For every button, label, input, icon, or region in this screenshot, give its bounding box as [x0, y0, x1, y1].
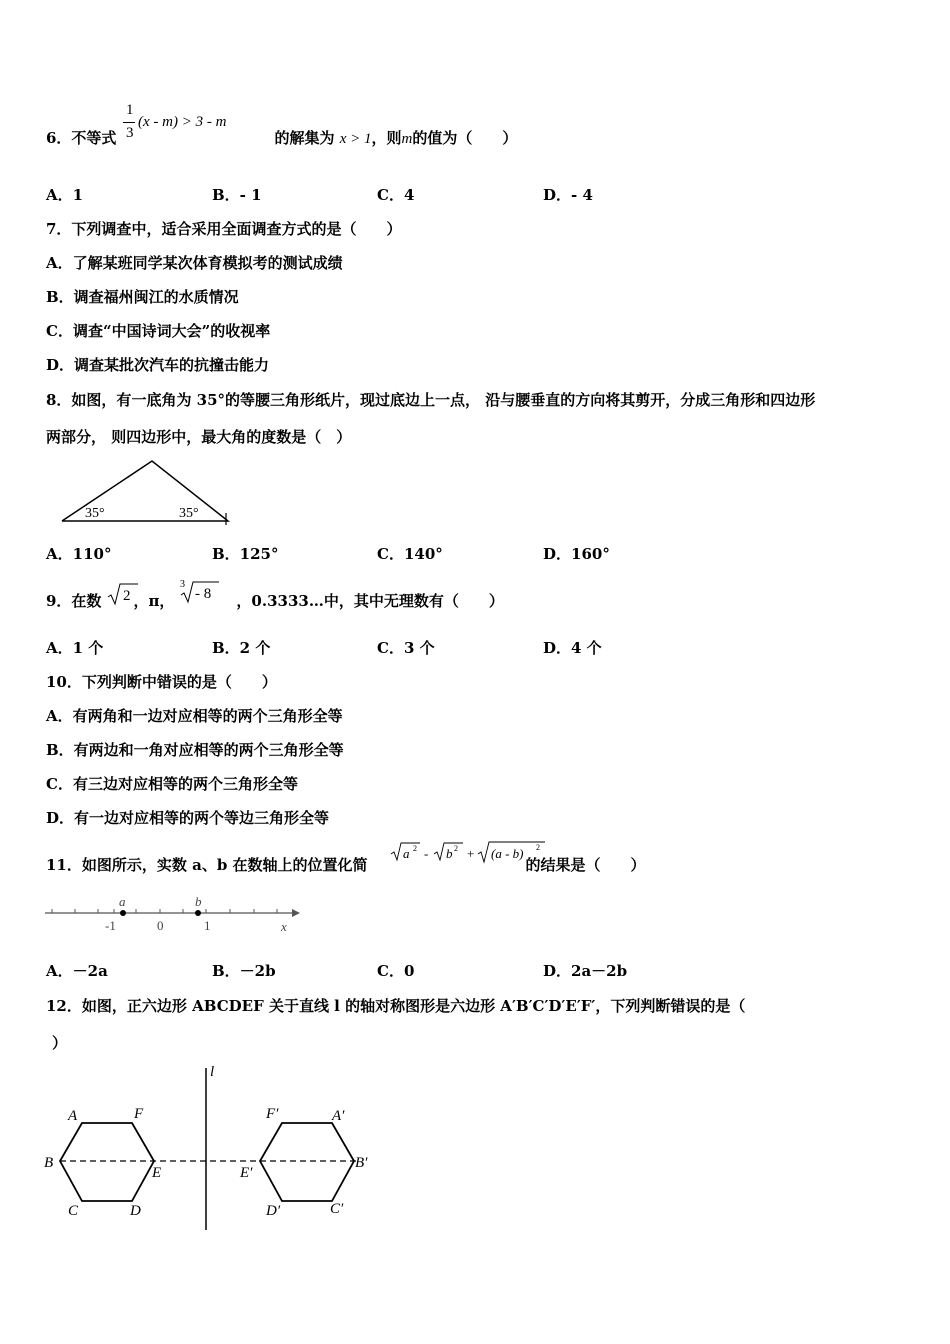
q11-expr-a: a — [403, 846, 410, 861]
q11-expr-b: b — [446, 846, 453, 861]
q12-label-C: C — [68, 1203, 79, 1219]
q11-stem — [46, 855, 646, 875]
q6-mid2: ，则 — [371, 129, 402, 147]
q9-cbrt-index: 3 — [180, 579, 185, 590]
q11-label-a: a — [119, 894, 126, 909]
svg-text:2: 2 — [536, 843, 540, 852]
q11-label-zero: 0 — [157, 918, 164, 933]
q12-label-D: D — [130, 1203, 141, 1219]
q6-stem — [46, 128, 517, 149]
q11-radical-expression — [390, 840, 548, 872]
q10-stem: 10．下列判断中错误的是（ ） — [46, 673, 277, 691]
q11-option-d[interactable]: D．2a－2b — [543, 962, 628, 980]
q11-prefix: 11．如图所示，实数 a、b 在数轴上的位置化简 — [46, 856, 368, 874]
q10-option-c[interactable]: C．有三边对应相等的两个三角形全等 — [46, 775, 298, 793]
q12-hexagon-figure — [38, 1060, 383, 1235]
q6-condition: x > 1 — [339, 131, 372, 147]
svg-text:2: 2 — [413, 844, 417, 853]
q11-label-neg1: -1 — [105, 918, 116, 933]
q6-fraction-bar — [123, 122, 135, 123]
q12-label-E: E — [152, 1165, 162, 1181]
q9-option-d[interactable]: D．4 个 — [543, 639, 602, 657]
q9-prefix: 9．在数 — [46, 592, 102, 610]
q12-stem-line1: 12．如图，正六边形 ABCDEF 关于直线 l 的轴对称图形是六边形 A′B′C′D′E′F′，下列判断错误的是（ — [46, 997, 746, 1015]
q12-axis-label: l — [210, 1064, 215, 1080]
q9-option-b[interactable]: B．2 个 — [212, 639, 271, 657]
q6-suffix: 的值为（ ） — [412, 129, 518, 147]
q12-stem-line2: ） — [52, 1034, 68, 1052]
q9-suffix: ，0.3333…中，其中无理数有（ ） — [236, 592, 504, 610]
q8-angle-right-label: 35° — [179, 506, 199, 521]
q11-option-c[interactable]: C．0 — [377, 962, 415, 980]
q9-option-c[interactable]: C．3 个 — [377, 639, 435, 657]
svg-text:2: 2 — [454, 844, 458, 853]
q9-sqrt-value: 2 — [123, 588, 131, 604]
q12-label-F-prime: F′ — [266, 1106, 279, 1122]
q11-point-b — [195, 910, 201, 916]
q7-option-a[interactable]: A．了解某班同学某次体育模拟考的测试成绩 — [46, 254, 343, 272]
q9-option-a[interactable]: A．1 个 — [46, 639, 104, 657]
q6-option-a[interactable]: A．1 — [46, 186, 84, 204]
q12-label-C-prime: C′ — [330, 1201, 344, 1217]
q8-option-c[interactable]: C．140° — [377, 545, 443, 563]
q8-option-a[interactable]: A．110° — [46, 545, 112, 563]
q10-option-b[interactable]: B．有两边和一角对应相等的两个三角形全等 — [46, 741, 344, 759]
q12-label-D-prime: D′ — [266, 1203, 281, 1219]
q6-mid: 的解集为 — [274, 129, 335, 147]
svg-text:-: - — [424, 846, 429, 861]
q8-option-b[interactable]: B．125° — [212, 545, 279, 563]
q11-label-b: b — [195, 894, 202, 909]
q12-label-B: B — [44, 1155, 54, 1171]
q11-option-a[interactable]: A．－2a — [46, 962, 108, 980]
q6-option-d[interactable]: D．- 4 — [543, 186, 593, 204]
q7-option-c[interactable]: C．调查“中国诗词大会”的收视率 — [46, 322, 271, 340]
q7-option-b[interactable]: B．调查福州闽江的水质情况 — [46, 288, 239, 306]
q12-label-A-prime: A′ — [332, 1108, 345, 1124]
q9-cbrt-value: - 8 — [195, 586, 212, 602]
q8-stem-line1: 8．如图，有一底角为 35°的等腰三角形纸片，现过底边上一点， 沿与腰垂直的方向将其剪开，分成三角形和四边形 — [46, 391, 816, 409]
q6-option-b[interactable]: B．- 1 — [212, 186, 262, 204]
q7-stem: 7．下列调查中，适合采用全面调查方式的是（ ） — [46, 220, 402, 238]
q11-axis-arrow — [292, 909, 300, 917]
q6-fraction-denominator: 3 — [126, 125, 134, 141]
q8-triangle-figure — [55, 455, 245, 530]
q10-option-d[interactable]: D．有一边对应相等的两个等边三角形全等 — [46, 809, 330, 827]
q12-hexagon-right — [260, 1123, 354, 1201]
q6-fraction-numerator: 1 — [126, 102, 134, 118]
q11-expr-ab: (a - b) — [491, 846, 524, 861]
q10-option-a[interactable]: A．有两角和一边对应相等的两个三角形全等 — [46, 707, 343, 725]
svg-text:+: + — [467, 846, 475, 861]
q8-option-d[interactable]: D．160° — [543, 545, 610, 563]
q11-point-a — [120, 910, 126, 916]
q12-hexagon-left — [60, 1123, 154, 1201]
q6-option-c[interactable]: C．4 — [377, 186, 415, 204]
q12-label-B-prime: B′ — [355, 1155, 368, 1171]
q6-prefix: 6．不等式 — [46, 129, 117, 147]
q11-suffix: 的结果是（ ） — [525, 856, 646, 874]
q8-angle-left-label: 35° — [85, 506, 105, 521]
q9-cbrt-radical — [178, 577, 220, 607]
q11-label-x: x — [281, 919, 287, 934]
q11-label-one: 1 — [204, 918, 211, 933]
q6-variable: m — [401, 131, 413, 147]
q6-inequality-expression: (x - m) > 3 - m — [138, 114, 227, 130]
q9-sqrt-radical — [107, 582, 139, 608]
q8-stem-line2: 两部分， 则四边形中，最大角的度数是（ ） — [46, 428, 352, 446]
q11-option-b[interactable]: B．－2b — [212, 962, 276, 980]
q11-number-line — [40, 893, 302, 937]
q12-label-E-prime: E′ — [240, 1165, 253, 1181]
q9-separator: ，π， — [133, 592, 175, 610]
q12-label-F: F — [134, 1106, 144, 1122]
q7-option-d[interactable]: D．调查某批次汽车的抗撞击能力 — [46, 356, 270, 374]
q12-label-A: A — [68, 1108, 78, 1124]
